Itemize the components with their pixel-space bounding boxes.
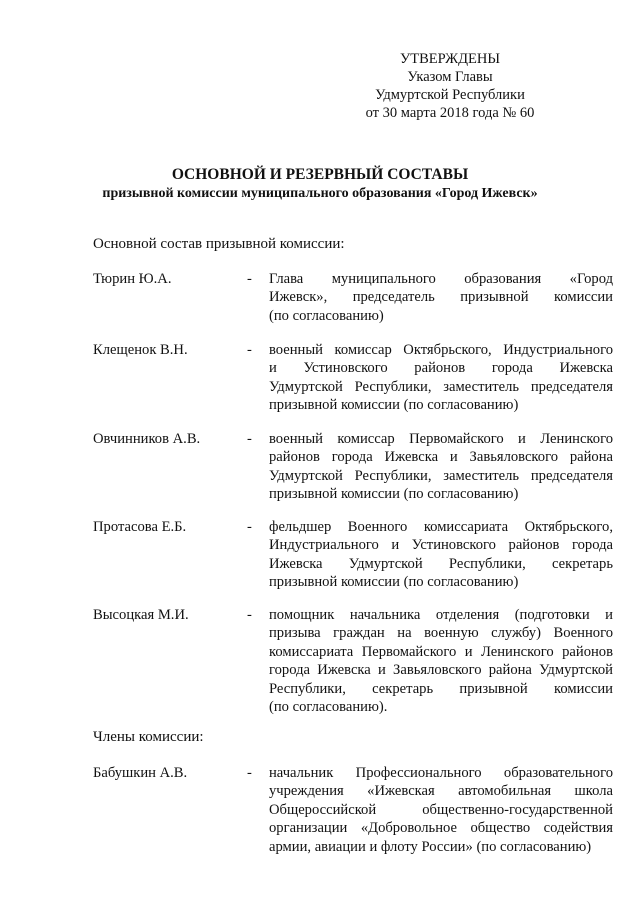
approval-line: УТВЕРЖДЕНЫ: [399, 51, 501, 67]
desc-line: города Ижевска и Завьяловского района Удмуртской: [269, 662, 613, 679]
desc-line: районов города Ижевска и Завьяловского района: [269, 449, 613, 466]
entry-name: Клещенок В.Н.: [93, 342, 188, 358]
desc-line: Глава муниципального образования «Город: [269, 271, 613, 287]
title-main: ОСНОВНОЙ И РЕЗЕРВНЫЙ СОСТАВЫ: [171, 166, 469, 183]
approval-line: Указом Главы: [407, 69, 493, 85]
desc-line: военный комиссар Октябрьского, Индустриального: [269, 342, 613, 358]
entry-name: Протасова Е.Б.: [93, 519, 187, 535]
entry-description: [269, 430, 613, 504]
desc-line: призывной комиссии (по согласованию): [269, 574, 519, 591]
approval-line: от 30 марта 2018 года № 60: [365, 105, 535, 121]
main-composition-label: Основной состав призывной комиссии:: [93, 236, 345, 252]
desc-line: (по согласованию).: [269, 699, 388, 716]
entry-description: [269, 606, 613, 716]
desc-line: фельдшер Военного комиссариата Октябрьского,: [269, 519, 613, 535]
desc-line: военный комиссар Первомайского и Ленинского: [269, 431, 613, 447]
desc-line: начальник Профессионального образовательного: [269, 765, 613, 781]
desc-line: учреждения «Ижевская автомобильная школа: [269, 783, 613, 800]
members-label: Члены комиссии:: [93, 729, 204, 745]
entry-dash: -: [247, 765, 252, 781]
desc-line: призыва граждан на военную службу) Военного: [269, 625, 613, 642]
entry-dash: -: [247, 519, 252, 535]
desc-line: (по согласованию): [269, 307, 384, 324]
approval-line: Удмуртской Республики: [375, 87, 525, 103]
entry-description: [269, 270, 613, 325]
entry-dash: -: [247, 271, 252, 287]
entry-dash: -: [247, 607, 252, 623]
entry-description: [269, 341, 613, 415]
desc-line: призывной комиссии (по согласованию): [269, 486, 519, 503]
desc-line: помощник начальника отделения (подготовки и: [269, 607, 613, 623]
title-sub: призывной комиссии муниципального образования «Город Ижевск»: [102, 186, 538, 201]
desc-line: Республики, секретарь призывной комиссии: [269, 680, 613, 697]
desc-line: Ижевска Удмуртской Республики, секретарь: [269, 555, 613, 572]
entry-name: Высоцкая М.И.: [93, 607, 189, 623]
document-title: [0, 165, 640, 203]
desc-line: Удмуртской Республики, заместитель председателя: [269, 467, 613, 484]
entry-name: Тюрин Ю.А.: [93, 271, 172, 287]
desc-line: Общероссийской общественно-государственной: [269, 801, 613, 818]
entry-name: Овчинников А.В.: [93, 431, 201, 447]
entry-description: [269, 764, 613, 856]
entry-dash: -: [247, 431, 252, 447]
desc-line: армии, авиации и флоту России» (по согласованию): [269, 838, 592, 855]
entry-dash: -: [247, 342, 252, 358]
desc-line: Ижевск», председатель призывной комиссии: [269, 289, 613, 306]
desc-line: Индустриального и Устиновского районов города: [269, 537, 613, 554]
desc-line: комиссариата Первомайского и Ленинского районов: [269, 643, 613, 660]
desc-line: и Устиновского районов города Ижевска: [269, 360, 613, 377]
desc-line: организации «Добровольное общество содействия: [269, 820, 613, 837]
desc-line: призывной комиссии (по согласованию): [269, 397, 519, 414]
entry-name: Бабушкин А.В.: [93, 765, 188, 781]
desc-line: Удмуртской Республики, заместитель председателя: [269, 378, 613, 395]
entry-description: [269, 518, 613, 592]
approval-stamp: [330, 50, 570, 122]
